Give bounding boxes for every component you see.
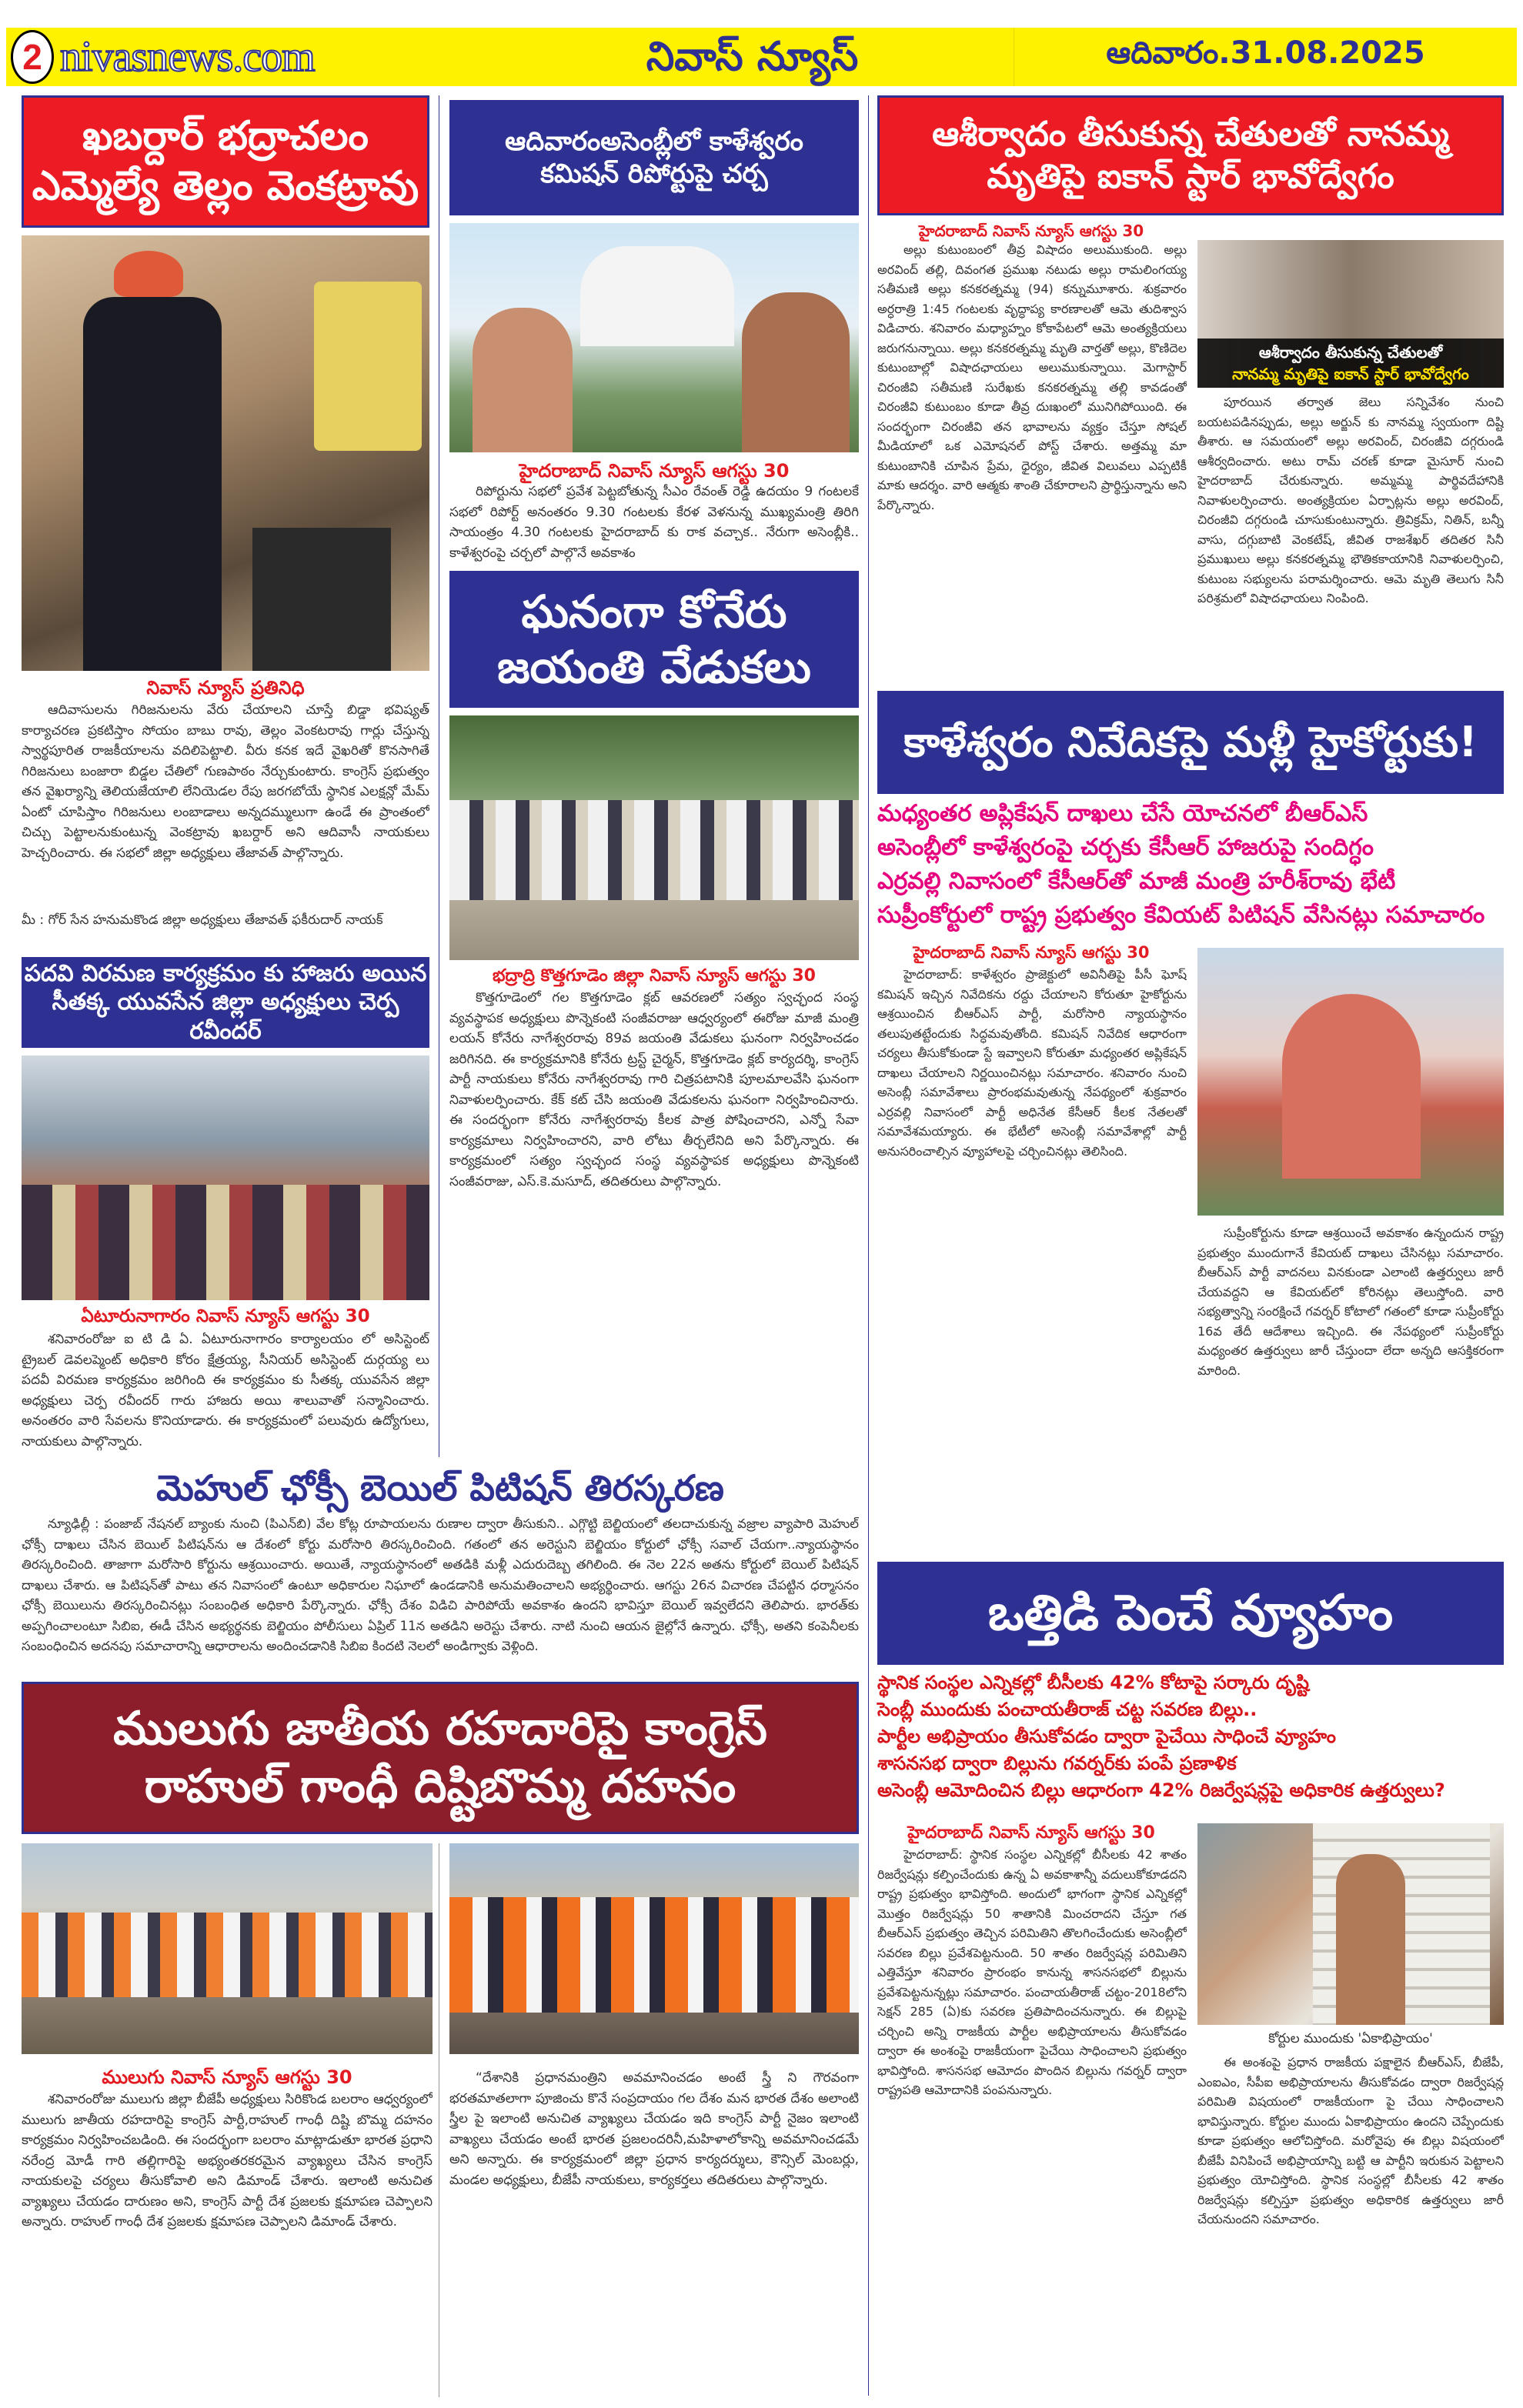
column-divider <box>868 95 869 2396</box>
dateline: హైదరాబాద్ నివాస్ న్యూస్ ఆగస్టు 30 <box>907 1823 1155 1843</box>
subhead: సెంబ్లీ ముందుకు పంచాయతీరాజ్ చట్ట సవరణ బిల్లు.. <box>877 1699 1257 1720</box>
subheads-highcourt <box>877 797 1504 932</box>
photo-retirement-function-group <box>22 1056 429 1300</box>
subhead: ఎర్రవల్లి నివాసంలో కేసీఆర్‌తో మాజీ మంత్రి హరీశ్‌రావు భేటీ <box>877 868 1396 895</box>
photo-speaker-at-podium <box>22 235 429 671</box>
article-body: న్యూఢిల్లీ : పంజాబ్ నేషనల్ బ్యాంకు నుంచి (పిఎన్‌బి) వేల కోట్ల రూపాయలను రుణాల ద్వారా తీసుకుని.. ఎగ్గొట్టి బెల్జియంలో తలదాచుకున్న వజ్రాల వ్యాపారి మెహుల్ ఛోక్సీ దాఖలు చేసిన బెయిల్ పిటిషన్‌ను ఆ దేశంలో కోర్టు మరోసారి తిరస్కరించింది. గతంలో తన అరెస్టుని బెల్జియం కోర్టులో ఛోక్సీ సవాల్ చేయగా..న్యాయస్థానం తిరస్కరించింది. తాజాగా మరోసారి కోర్టును ఆశ్రయించారు. అయితే, న్యాయస్థానంలో అతడికి మళ్లీ ఎదురుదెబ్బ తగిలింది. ఈ నెల 22న అతను కోర్టులో బెయిల్ పిటిషన్ దాఖలు చేశారు. ఆ పిటిషన్‌తో పాటు తన నివాసంలో ఉంటూ అధికారుల నిఘాలో ఉండడానికి అనుమతించాలని అభ్యర్థించారు. ఆగస్టు 26న విచారణ చేపట్టిన ధర్మాసనం ఛోక్సీ బెయిలును తిరస్కరించినట్లు సంబంధిత అధికారి పేర్కొన్నారు. ఛోక్సీ దేశం విడిచి పారిపోయే అవకాశం ఉందని భావిస్తూ బెయిల్ ఇవ్వలేదని తెలిపారు. భారత్‌కు అప్పగించాలంటూ సిబిఐ, ఈడీ చేసిన అభ్యర్థనకు బెల్జియం పోలీసులు ఏప్రిల్ 11న అతడిని అరెస్టు చేశారు. నాటి నుంచి ఆయన జైల్లోనే ఉన్నారు. ఛోక్సీ, అతని కంపెనీలకు సంబంధించిన అదనపు సమాచారాన్ని ఆధారాలను అందించడానికి సిబిఐ కిందటి నెలలో అండిగ్వాకు వెళ్లింది. <box>22 1516 859 1653</box>
portrait-right <box>742 292 850 452</box>
subhead: అసెంబ్లీలో కాళేశ్వరంపై చర్చకు కేసీఆర్ హాజరుపై సందిగ్ధం <box>877 834 1374 861</box>
headline-allu <box>877 95 1504 215</box>
photo-voter-ink-finger <box>1197 1823 1504 2025</box>
headline-koneru <box>449 571 859 708</box>
headline-line: కమిషన్ రిపోర్టుపై చర్చ <box>540 158 768 189</box>
website-url[interactable]: nivasnews.com <box>60 33 315 81</box>
subhead: అసెంబ్లీ ఆమోదించిన బిల్లు ఆధారంగా 42% రిజర్వేషన్లపై అధికారిక ఉత్తర్వులు? <box>877 1779 1445 1801</box>
court-dome-shape <box>1282 994 1421 1179</box>
caption-line: ఆశీర్వాదం తీసుకున్న చేతులతో <box>1258 343 1443 362</box>
subhead: స్థానిక సంస్థల ఎన్నికల్లో బీసీలకు 42% కోటాపై సర్కారు దృష్టి <box>877 1672 1309 1693</box>
crowd-shapes <box>22 1185 429 1300</box>
dateline: హైదరాబాద్ నివాస్ న్యూస్ ఆగస్టు 30 <box>913 943 1150 962</box>
banner-shape <box>314 282 422 451</box>
article-body: హైదరాబాద్: స్థానిక సంస్థల ఎన్నికల్లో బీసీలకు 42 శాతం రిజర్వేషన్లు కల్పించేందుకు ఉన్న ఏ అవకాశాన్నీ వదులుకోకూడదని రాష్ట్ర ప్రభుత్వం భావిస్తోంది. అందులో భాగంగా స్థానిక ఎన్నికల్లో మొత్తం రిజర్వేషన్లు 50 శాతానికి మించరాదని చేస్తూ గత బీఆర్ఎస్ ప్రభుత్వం తెచ్చిన పరిమితిని తొలగించేందుకు అసెంబ్లీలో సవరణ బిల్లు ప్రవేశపెట్టనుంది. 50 శాతం రిజర్వేషన్ల పరిమితిని ఎత్తివేస్తూ శనివారం ప్రారంభం కానున్న శాసనసభలో బిల్లును ప్రవేశపెట్టనున్నట్లు సమాచారం. పంచాయతీరాజ్ చట్టం-2018లోని సెక్షన్ 285 (ఏ)కు సవరణ ప్రతిపాదించనున్నారు. ఈ బిల్లుపై చర్చించి అన్ని రాజకీయ పార్టీల అభిప్రాయాలను తీసుకోవడం ద్వారా ఈ అంశంపై రాజకీయంగా పైచేయి సాధించాలని ప్రభుత్వం భావిస్తోంది. శాసనసభ ఆమోదం పొందిన బిల్లును గవర్నర్ ద్వారా రాష్ట్రపతి ఆమోదానికి పంపనున్నారు. <box>877 1847 1187 2097</box>
dateline: నివాస్ న్యూస్ ప్రతినిధి <box>146 677 305 699</box>
article-body: “దేశానికి ప్రధానమంత్రిని అవమానించడం అంటే స్త్రీ ని గౌరవంగా భరతమాతలాగా పూజించు కొనే సంప్రదాయం గల దేశం మన భారత దేశం అలాంటి స్త్రీల పై ఇలాంటి అనుచిత వ్యాఖ్యలు చేయడం ఇది కాంగ్రెస్ పార్టీ నైజం ఇలాంటి వాఖ్యలు చేయడం అంటే భారత ప్రజలందరినీ,మహిళాలోకాన్ని అవమానించడమే అని అన్నారు. ఈ కార్యక్రమంలో జిల్లా ప్రధాన కార్యదర్శులు, కౌన్సిల్ మెంబర్లు, మండల అధ్యక్షులు, బీజేపీ నాయకులు, కార్యకర్తలు తదితరులు పాల్గొన్నారు. <box>449 2070 859 2188</box>
subhead: పార్టీల అభిప్రాయం తీసుకోవడం ద్వారా పైచేయి సాధించే వ్యూహం <box>877 1726 1336 1747</box>
dateline: హైదరాబాద్ నివాస్ న్యూస్ ఆగస్టు 30 <box>918 222 1144 240</box>
headline-line: ఆశీర్వాదం తీసుకున్న చేతులతో నానమ్మ <box>932 115 1449 154</box>
headline-line: పదవి విరమణ కార్యక్రమం కు హాజరు అయిన <box>24 959 427 987</box>
photo-caption-overlay <box>1197 339 1504 388</box>
subhead: సుప్రీంకోర్టులో రాష్ట్ర ప్రభుత్వం కేవియట్ పిటిషన్ వేసినట్లు సమాచారం <box>877 902 1485 929</box>
article-body: రిపోర్టును సభలో ప్రవేశ పెట్టబోతున్న సీఎం రేవంత్ రెడ్డి ఉదయం 9 గంటలకే సభలో రిపోర్ట్ అనంతరం 9.30 గంటలకు కేరళ వెళనున్న ముఖ్యమంత్రి తిరిగి సాయంత్రం 4.30 గంటలకు హైదరాబాద్ కు రాక వచ్చాక.. నేరుగా అసెంబ్లీకి.. కాళేశ్వరంపై చర్చలో పాల్గొనే అవకాశం <box>449 484 859 561</box>
article-body: సుప్రీంకోర్టును కూడా ఆశ్రయించే అవకాశం ఉన్నందున రాష్ట్ర ప్రభుత్వం ముందుగానే కేవియట్ దాఖలు చేసినట్లు సమాచారం. బీఆర్ఎస్ పార్టీ వాదనలు వినకుండా ఎలాంటి ఉత్తర్వులు జారీ చేయవద్దని ఆ కేవియట్‌లో కోరినట్లు తెలుస్తోంది. వారి సభ్యత్వాన్ని సంరక్షించే గవర్నర్ కోటాలో గతంలో కూడా సుప్రీంకోర్టు 16వ తేదీ ఆదేశాలు ఇచ్చింది. ఈ నేపథ్యంలో సుప్రీంకోర్టు మధ్యంతర ఉత్తర్వులు జారీ చేస్తుందా లేదా అన్నది ఆసక్తికరంగా మారింది. <box>1197 1226 1504 1378</box>
article-byline: మీ : గోర్ సేన హనుమకొండ జిల్లా అధ్యక్షులు తేజావత్ ఫకీరుదార్ నాయక్ <box>22 912 383 928</box>
podium-shape <box>252 528 391 671</box>
headline-seethakka <box>22 957 429 1048</box>
headline-mulugu <box>22 1682 859 1834</box>
dateline: హైదరాబాద్ నివాస్ న్యూస్ ఆగస్టు 30 <box>519 460 790 482</box>
building-shape <box>580 246 734 346</box>
article-body: శనివారంరోజు ములుగు జిల్లా బీజేపీ అధ్యక్షులు సిరికొండ బలరాం ఆధ్వర్యంలో ములుగు జాతీయ రహదారిపై కాంగ్రెస్ పార్టీ,రాహుల్ గాంధీ దిష్టి బొమ్మ దహనం కార్యక్రమం నిర్వహించబడింది. ఈ సందర్భంగా బలరాం మాట్లాడుతూ భారత ప్రధాని నరేంద్ర మోడీ గారి తల్లిగారిపై అభ్యంతరకరమైన వ్యాఖ్యలు చేసిన కాంగ్రెస్ నాయకులపై చర్యలు తీసుకోవాలి అని డిమాండ్ చేశారు. ఇలాంటి అనుచిత వ్యాఖ్యలు చేయడం దారుణం అని, కాంగ్రెస్ పార్టీ దేశ ప్రజలకు క్షమాపణ చెప్పాలని అన్నారు. రాహుల్ గాంధీ దేశ ప్రజలకు క్షమాపణ చెప్పాలని డిమాండ్ చేశారు. <box>22 2092 433 2230</box>
dateline: భద్రాద్రి కొత్తగూడెం జిల్లా నివాస్ న్యూస్ ఆగస్టు 30 <box>493 966 816 986</box>
subheads-bc-quota <box>877 1669 1504 1804</box>
dateline: ములుగు నివాస్ న్యూస్ ఆగస్టు 30 <box>102 2066 352 2088</box>
hand-shape <box>1336 1854 1405 2025</box>
article-body: హైదరాబాద్: కాళేశ్వరం ప్రాజెక్టులో అవినీతిపై పీసీ ఘోష్ కమిషన్ ఇచ్చిన నివేదికను రద్దు చేయాలని కోరుతూ హైకోర్టును ఆశ్రయించిన బీఆర్ఎస్ పార్టీ, మరోసారి న్యాయస్థానం తలుపుతట్టేందుకు సిద్ధమవుతోంది. కమిషన్ నివేదిక ఆధారంగా చర్యలు తీసుకోకుండా స్టే ఇవ్వాలని కోరుతూ మధ్యంతర అప్లికేషన్ దాఖలు చేయాలని నిర్ణయించినట్లు సమాచారం. శనివారం నుంచి అసెంబ్లీ సమావేశాలు ప్రారంభమవుతున్న నేపథ్యంలో శుక్రవారం ఎర్రవల్లి నివాసంలో పార్టీ అధినేత కేసీఆర్ కీలక నేతలతో సమావేశమయ్యారు. ఈ భేటీలో అసెంబ్లీ సమావేశాల్లో పార్టీ అనుసరించాల్సిన వ్యూహాలపై చర్చించినట్లు తెలిసింది. <box>877 967 1187 1159</box>
headline-line: ఆదివారంఅసెంబ్లీలో కాళేశ్వరం <box>505 125 803 157</box>
headline-line: ములుగు జాతీయ రహదారిపై కాంగ్రెస్ <box>113 1702 767 1756</box>
protesters-shapes <box>22 1913 433 1997</box>
people-shapes <box>449 800 859 900</box>
subhead: మధ్యంతర అప్లికేషన్ దాఖలు చేసే యోచనలో బీఆర్ఎస్ <box>877 800 1368 827</box>
page-number-badge: 2 <box>11 30 54 84</box>
headline-bhadrachalam <box>22 95 429 228</box>
photo-bjp-protest-march <box>449 1843 859 2054</box>
subhead: శాసనసభ ద్వారా బిల్లును గవర్నర్‌కు పంపే ప్రణాళిక <box>877 1753 1237 1774</box>
portrait-left <box>473 308 573 452</box>
photo-protest-effigy-burning <box>22 1843 433 2054</box>
masthead <box>6 28 1517 86</box>
photo-family-mourning <box>1197 240 1504 388</box>
caption-line: నానమ్మ మృతిపై ఐకాన్ స్టార్ భావోద్వేగం <box>1232 365 1469 383</box>
article-body: కొత్తగూడెంలో గల కొత్తగూడెం క్లబ్ ఆవరణలో సత్యం స్వచ్ఛంద సంస్థ వ్యవస్థాపక అధ్యక్షులు పొన్నెకంటి సంజీవరాజు ఆధ్వర్యంలో ఈరోజు మాజీ మంత్రి లయన్ కోనేరు నాగేశ్వరరావు 89వ జయంతి వేడుకలు ఘనంగా నిర్వహించడం జరిగినది. ఈ కార్యక్రమానికి కోనేరు ట్రస్ట్ చైర్మన్, కొత్తగూడెం క్లబ్ కార్యదర్శి, కాంగ్రెస్ పార్టీ నాయకులు కోనేరు నాగేశ్వరరావు గారి చిత్రపటానికి పూలమాలవేసి ఘనంగా నివాళులర్పించారు. కేక్ కట్ చేసి జయంతి వేడుకలను ఘనంగా నిర్వహించినారు. ఈ సందర్భంగా కోనేరు నాగేశ్వరరావు కీలక పాత్ర పోషించారని, ఎన్నో సేవా కార్యక్రమాలు నిర్వహించారని, వారి లోటు తీర్చలేనిది అని పేర్కొన్నారు. ఈ కార్యక్రమంలో సత్యం స్వచ్ఛంద సంస్థ వ్యవస్థాపక అధ్యక్షులు పొన్నెకంటి సంజీవరాజు, ఎస్.కె.మసూద్, తదితరులు పాల్గొన్నారు. <box>449 990 859 1189</box>
headline-line: ఖబర్దార్ భద్రాచలం <box>82 113 369 159</box>
person-silhouette <box>83 297 222 671</box>
newspaper-logo: నివాస్ న్యూస్ <box>491 28 1014 86</box>
article-body: ఆదివాసులను గిరిజనులను వేరు చేయాలని చూస్తే బిడ్డా భవిష్యత్ కార్యాచరణ ప్రకటిస్తాం సోయం బాబు రావు, తెల్లం వెంకటరావు గార్లు చేస్తున్న స్వార్థపూరిత రాజకీయాలను వదిలిపెట్టాలి. వీరు కనక ఇదే వైఖరితో కొనసాగితే గిరిజనులు బంజారా బిడ్డల చేతిలో గుణపాఠం నేర్చుకుంటారు. కాంగ్రెస్ ప్రభుత్వం తన వైఖర్యాన్ని తెలియజేయాలి లేనియెడల రేపు జరగబోయే స్థానిక ఎలక్షన్లో మేమ్ ఏంటో చూపిస్తాం గిరిజనులు లంబాడాలు అన్నదమ్ములుగా ఉండే ఈ ప్రాంతంలో చిచ్చు పెట్టాలనుకుంటున్న వెంకట్రావు ఖబర్దార్ అని ఆదివాసీ నాయకులు హెచ్చరించారు. ఈ సభలో జిల్లా అధ్యక్షులు తేజావత్ పాల్గొన్నారు. <box>22 702 429 861</box>
headline-highcourt: కాళేశ్వరం నివేదికపై మళ్లీ హైకోర్టుకు! <box>877 691 1504 794</box>
headline-line: ఘనంగా కోనేరు <box>521 585 787 638</box>
issue-date: ఆదివారం.31.08.2025 <box>1106 35 1425 71</box>
article-body: శనివారంరోజు ఐ టి డి ఏ. ఏటూరునాగారం కార్యాలయం లో అసిస్టెంట్ ట్రైబల్ డెవలప్మెంట్ అధికారి కోరం క్షేత్రయ్య, సీనియర్ అసిస్టెంట్ దుర్గయ్య లు పదవీ విరమణ కార్యక్రమం జరిగింది ఈ కార్యక్రమం కు సీతక్క యువసేన జిల్లా అధ్యక్షులు చెర్ప రవీందర్ గారు హాజరు అయి శాలువాతో సన్మానించారు. అనంతరం వారి సేవలను కొనియాడారు. ఈ కార్యక్రమంలో పలువురు ఉద్యోగులు, నాయకులు పాల్గొన్నారు. <box>22 1332 429 1449</box>
headline-choksi: మెహుల్ ఛోక్సీ బెయిల్ పిటిషన్ తిరస్కరణ <box>156 1467 724 1509</box>
headline-bc-quota: ఒత్తిడి పెంచే వ్యూహం <box>877 1562 1504 1665</box>
headline-line: రాహుల్ గాంధీ దిష్టిబొమ్మ దహనం <box>144 1759 736 1813</box>
headline-line: మృతిపై ఐకాన్ స్టార్ భావోద్వేగం <box>987 157 1394 196</box>
marchers-shapes <box>449 1897 859 2013</box>
photo-group-at-memorial <box>449 715 859 960</box>
article-body: అల్లు కుటుంబంలో తీవ్ర విషాదం అలుముకుంది. అల్లు అరవింద్ తల్లి, దివంగత ప్రముఖ నటుడు అల్లు రామలింగయ్య సతీమణి అల్లు కనకరత్నమ్మ (94) కన్నుమూశారు. శుక్రవారం అర్ధరాత్రి 1:45 గంటలకు వృద్ధాప్య కారణాలతో ఆమె తుదిశ్వాస విడిచారు. శనివారం మధ్యాహ్నం కోకాపేటలో ఆమె అంత్యక్రియలు జరుగనున్నాయి. అల్లు కనకరత్నమ్మ మృతి వార్తతో అల్లు, కొణిదెల కుటుంబాల్లో విషాదఛాయలు అలుముకున్నాయి. మెగాస్టార్ చిరంజీవి సతీమణి సురేఖకు కనకరత్నమ్మ తల్లి కావడంతో చిరంజీవి కుటుంబం కూడా తీవ్ర దుఃఖంలో మునిగిపోయింది. ఈ సందర్భంగా చిరంజీవి తన భావాలను వ్యక్తం చేస్తూ సోషల్ మీడియాలో ఒక ఎమోషనల్ పోస్ట్ చేశారు. అత్తమ్మ మా కుటుంబానికి చూపిన ప్రేమ, ధైర్యం, జీవిత విలువలు ఎప్పటికీ మాకు ఆదర్శం. వారి ఆత్మకు శాంతి చేకూరాలని ప్రార్థిస్తున్నాను అని పేర్కొన్నారు. <box>877 242 1187 512</box>
headline-line: జయంతి వేడుకలు <box>497 641 811 693</box>
article-body: పూరయిన తర్వాత జెలు సన్నివేశం నుంచి బయటపడినప్పుడు, అల్లు అర్జున్ కు నానమ్మ స్వయంగా దిష్టి తీశారు. ఆ సమయంలో అల్లు అరవింద్, చిరంజీవి దగ్గరుండి ఆశీర్వదించారు. అటు రామ్ చరణ్ కూడా మైసూర్ నుంచి హైదరాబాద్ చేరుకున్నారు. అమ్మమ్మ పార్థివదేహానికి నివాళులర్పించారు. అంత్యక్రియల ఏర్పాట్లను అల్లు అరవింద్, చిరంజీవి దగ్గరుండి చూసుకుంటున్నారు. త్రివిక్రమ్, నితిన్, బన్నీ వాసు, దగ్గుబాటి వెంకటేష్, జీవిత రాజశేఖర్ తదితర సినీ ప్రముఖులు అల్లు కనకరత్నమ్మ భౌతికకాయానికి నివాళులర్పించి, కుటుంబ సభ్యులను పరామర్శించారు. ఆమె మృతి తెలుగు సినీ పరిశ్రమలో విషాదఛాయలు నింపింది. <box>1197 395 1504 605</box>
photo-telangana-high-court <box>1197 948 1504 1216</box>
photo-caption: కోర్టుల ముందుకు 'ఏకాభిప్రాయం' <box>1268 2031 1433 2046</box>
article-body: ఈ అంశంపై ప్రధాన రాజకీయ పక్షాలైన బీఆర్ఎస్, బీజేపీ, ఎంఐఎం, సీపీఐ అభిప్రాయాలను తీసుకోవడం ద్వారా రిజర్వేషన్ల పరిమితి విషయంలో రాజకీయంగా పై చేయి సాధించాలని భావిస్తున్నారు. కోర్టుల ముందు ఏకాభిప్రాయం ఉందని చెప్పేందుకు కూడా ప్రభుత్వం ఆలోచిస్తోంది. మరోవైపు ఈ బిల్లు విషయంలో బీజేపీ వినిపించే అభిప్రాయాన్ని బట్టి ఆ పార్టీని ఇరుకున పెట్టాలని ప్రభుత్వం యోచిస్తోంది. స్థానిక సంస్థల్లో బీసీలకు 42 శాతం రిజర్వేషన్లు కల్పిస్తూ ప్రభుత్వం అధికారిక ఉత్తర్వులు జారీ చేయనుందని సమాచారం. <box>1197 2055 1504 2226</box>
headline-assembly <box>449 100 859 215</box>
headline-line: ఎమ్మెల్యే తెల్లం వెంకట్రావు <box>32 163 419 209</box>
turban-shape <box>114 251 183 297</box>
headline-line: సీతక్క యువసేన జిల్లా అధ్యక్షులు చెర్ప రవీందర్ <box>52 989 399 1045</box>
dateline: ఏటూరునాగారం నివాస్ న్యూస్ ఆగస్టు 30 <box>81 1306 370 1326</box>
photo-telangana-assembly-building <box>449 223 859 452</box>
